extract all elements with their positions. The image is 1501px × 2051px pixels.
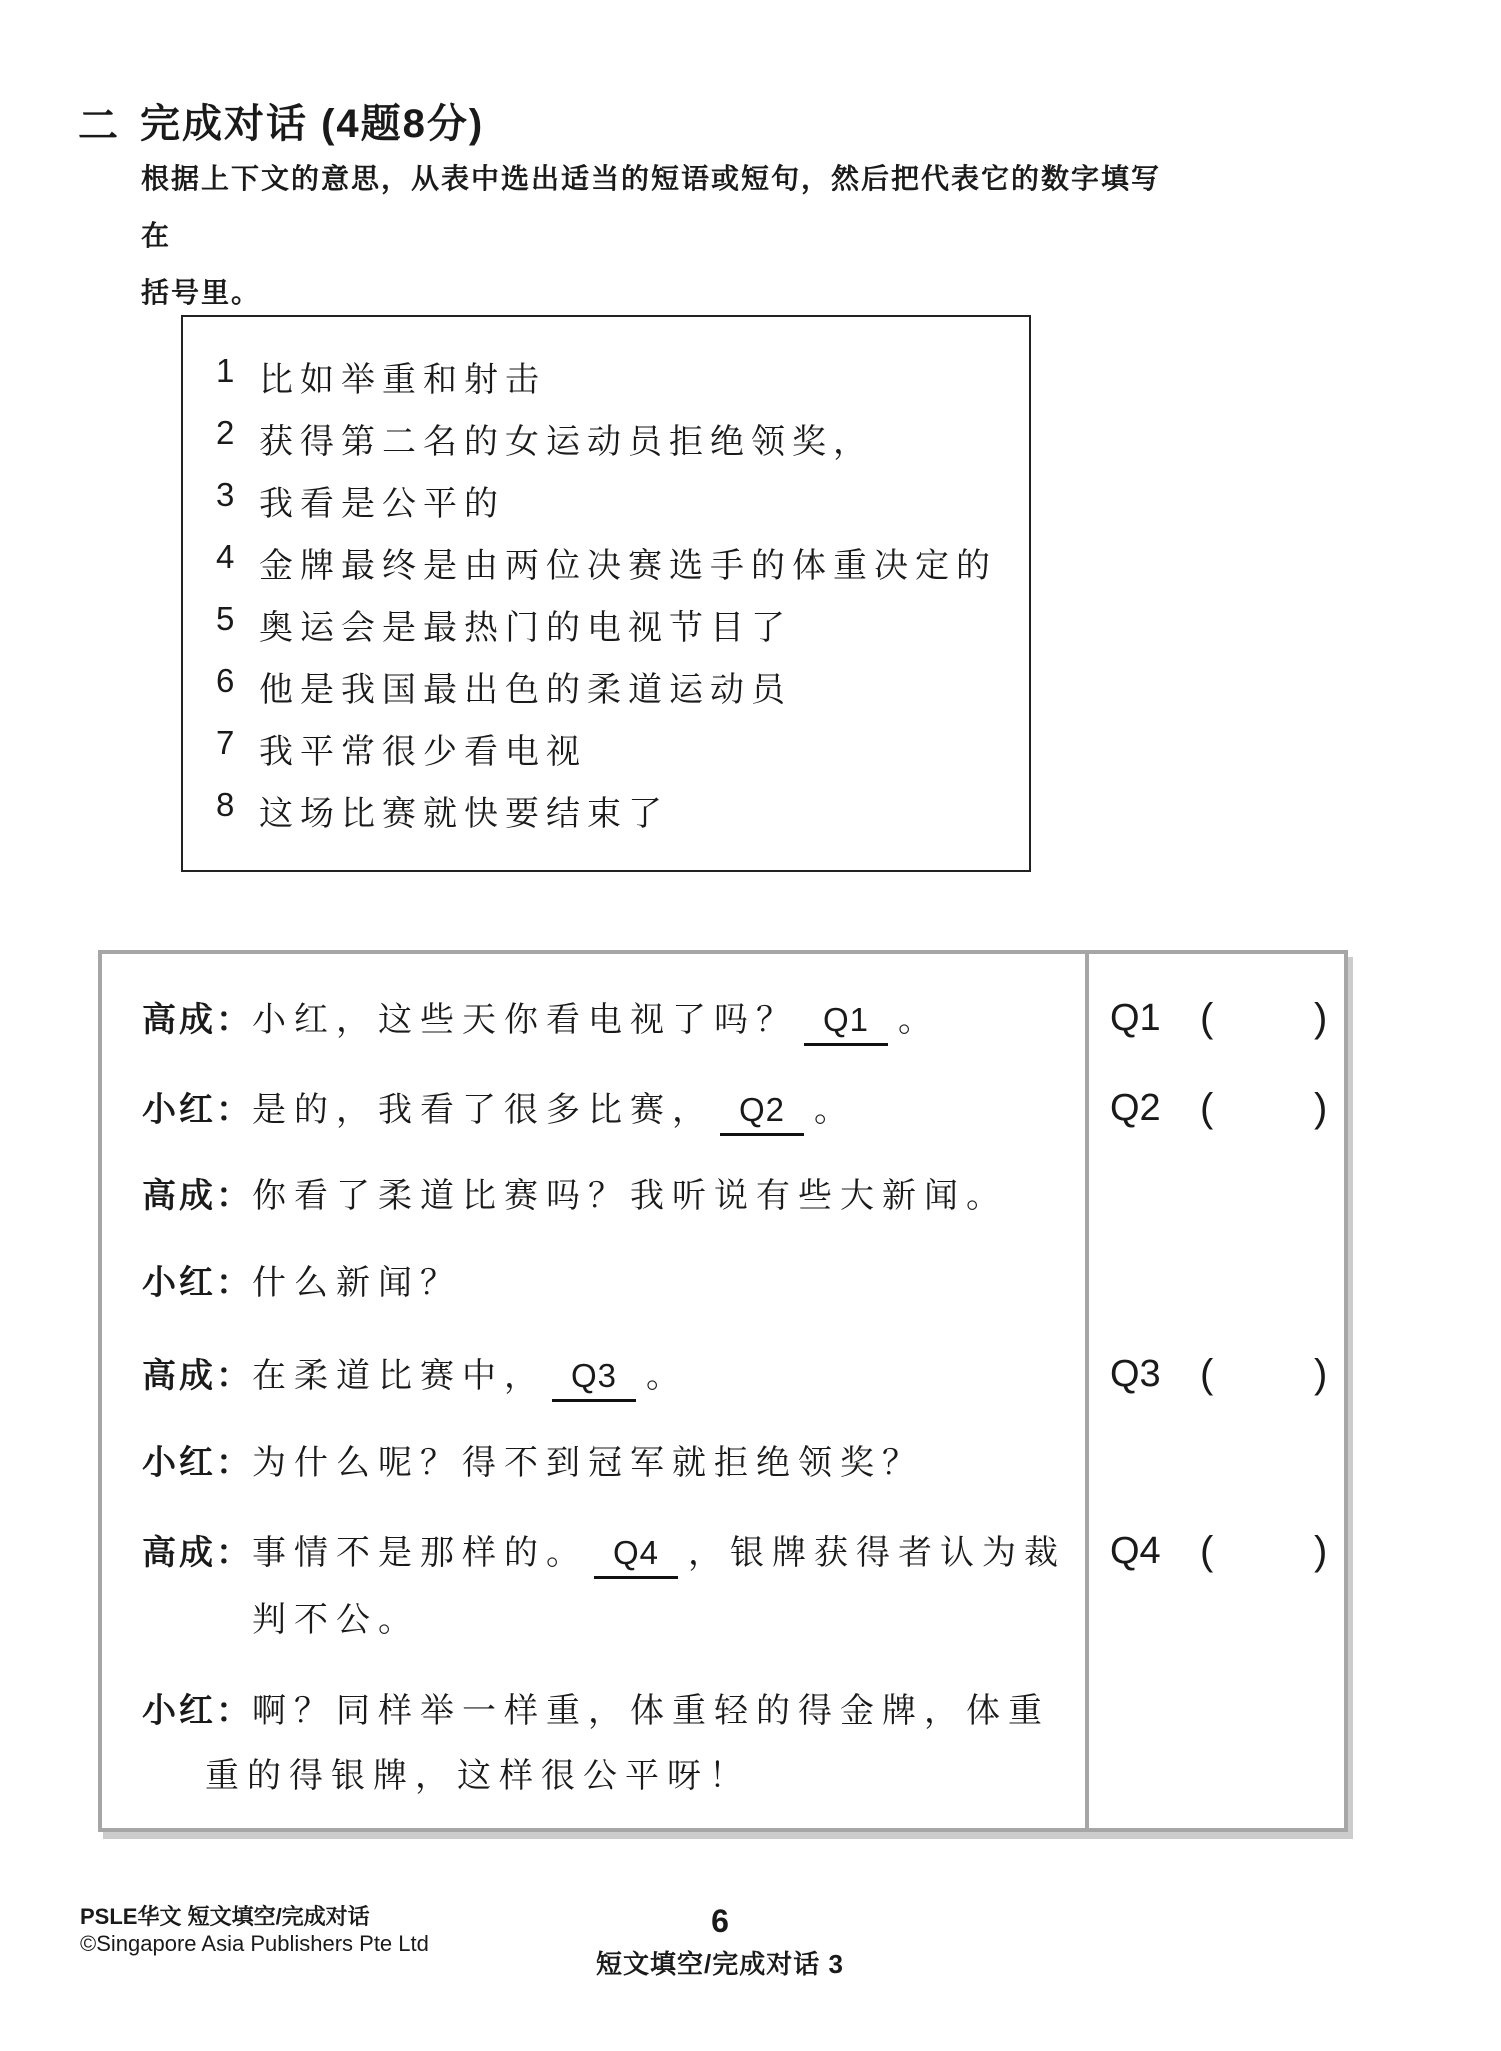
footer-left xyxy=(80,1903,429,1957)
option-text: 获得第二名的女运动员拒绝领奖， xyxy=(259,424,874,461)
speaker-label: 高成： xyxy=(142,1177,253,1215)
answer-blank-q3: Q3 xyxy=(552,1353,636,1402)
answer-label: Q1 xyxy=(1110,997,1161,1039)
option-text: 他是我国最出色的柔道运动员 xyxy=(259,672,792,709)
open-paren: ( xyxy=(1200,1086,1214,1130)
dialogue-line-continuation xyxy=(252,1597,420,1644)
speaker-label: 小红： xyxy=(142,1444,253,1482)
speaker-label: 小红： xyxy=(142,1264,253,1302)
options-box xyxy=(181,315,1031,872)
option-row xyxy=(183,662,1029,724)
close-paren: ) xyxy=(1314,1529,1328,1573)
open-paren: ( xyxy=(1200,1529,1214,1573)
option-row xyxy=(183,414,1029,476)
answer-label: Q2 xyxy=(1110,1087,1161,1129)
dialogue-text: 判不公。 xyxy=(252,1602,420,1639)
dialogue-text: 在柔道比赛中， Q3 。 xyxy=(252,1358,688,1395)
answer-blank-q2: Q2 xyxy=(720,1087,804,1136)
dialogue-line xyxy=(142,1688,1050,1735)
option-row xyxy=(183,786,1029,848)
dialogue-text: 重的得银牌，这样很公平呀！ xyxy=(205,1758,751,1795)
dialogue-text: 啊？同样举一样重，体重轻的得金牌，体重 xyxy=(252,1693,1050,1730)
open-paren: ( xyxy=(1200,996,1214,1040)
option-number: 3 xyxy=(216,476,235,513)
dialogue-line xyxy=(142,1530,1066,1579)
option-row xyxy=(183,538,1029,600)
option-number: 7 xyxy=(216,724,235,761)
dialogue-line-continuation xyxy=(205,1753,751,1800)
speaker-label: 高成： xyxy=(142,1001,253,1039)
answer-blank-q4: Q4 xyxy=(594,1530,678,1579)
option-number: 6 xyxy=(216,662,235,699)
page-number: 6 xyxy=(711,1903,729,1939)
speaker-label: 高成： xyxy=(142,1357,253,1395)
option-text: 金牌最终是由两位决赛选手的体重决定的 xyxy=(259,548,997,585)
speaker-label: 高成： xyxy=(142,1534,253,1572)
dialogue-line xyxy=(142,1353,688,1402)
footer-copyright: ©Singapore Asia Publishers Pte Ltd xyxy=(80,1931,429,1956)
answer-row-q1 xyxy=(1110,995,1327,1041)
close-paren: ) xyxy=(1314,996,1328,1040)
close-paren: ) xyxy=(1314,1352,1328,1396)
instructions-line-2: 括号里。 xyxy=(141,277,262,308)
instructions xyxy=(141,150,1161,321)
answer-label: Q4 xyxy=(1110,1530,1161,1572)
option-row xyxy=(183,600,1029,662)
option-number: 2 xyxy=(216,414,235,451)
answer-row-q3 xyxy=(1110,1351,1327,1397)
dialogue-box xyxy=(98,950,1348,1832)
section-number: 二 xyxy=(78,104,120,148)
dialogue-line xyxy=(142,1087,856,1136)
option-number: 1 xyxy=(216,352,235,389)
option-text: 比如举重和射击 xyxy=(259,362,546,399)
footer-series: PSLE华文 短文填空/完成对话 xyxy=(80,1904,370,1929)
answer-row-q4 xyxy=(1110,1528,1327,1574)
option-row xyxy=(183,476,1029,538)
dialogue-text: 小红，这些天你看电视了吗？ Q1 。 xyxy=(252,1002,940,1039)
speaker-label: 小红： xyxy=(142,1091,253,1129)
option-number: 5 xyxy=(216,600,235,637)
section-title: 完成对话 (4题8分) xyxy=(140,102,485,146)
option-text: 我平常很少看电视 xyxy=(259,734,587,771)
answer-row-q2 xyxy=(1110,1085,1327,1131)
dialogue-line xyxy=(142,1260,462,1307)
answer-blank-q1: Q1 xyxy=(804,997,888,1046)
footer-section-tag: 短文填空/完成对话 3 xyxy=(596,1949,844,1979)
option-text: 我看是公平的 xyxy=(259,486,505,523)
option-row xyxy=(183,724,1029,786)
close-paren: ) xyxy=(1314,1086,1328,1130)
option-number: 4 xyxy=(216,538,235,575)
option-number: 8 xyxy=(216,786,235,823)
dialogue-text: 什么新闻？ xyxy=(252,1265,462,1302)
option-text: 奥运会是最热门的电视节目了 xyxy=(259,610,792,647)
instructions-line-1: 根据上下文的意思，从表中选出适当的短语或短句，然后把代表它的数字填写在 xyxy=(141,163,1162,251)
dialogue-text: 为什么呢？得不到冠军就拒绝领奖？ xyxy=(252,1445,924,1482)
option-text: 这场比赛就快要结束了 xyxy=(259,796,669,833)
dialogue-line xyxy=(142,997,940,1046)
open-paren: ( xyxy=(1200,1352,1214,1396)
speaker-label: 小红： xyxy=(142,1692,253,1730)
option-row xyxy=(183,352,1029,414)
dialogue-line xyxy=(142,1173,1008,1220)
answer-label: Q3 xyxy=(1110,1353,1161,1395)
dialogue-text: 是的，我看了很多比赛， Q2 。 xyxy=(252,1092,856,1129)
dialogue-line xyxy=(142,1440,924,1487)
dialogue-answer-divider xyxy=(1085,954,1089,1828)
dialogue-text: 你看了柔道比赛吗？我听说有些大新闻。 xyxy=(252,1178,1008,1215)
dialogue-text: 事情不是那样的。 Q4 ，银牌获得者认为裁 xyxy=(252,1535,1066,1572)
